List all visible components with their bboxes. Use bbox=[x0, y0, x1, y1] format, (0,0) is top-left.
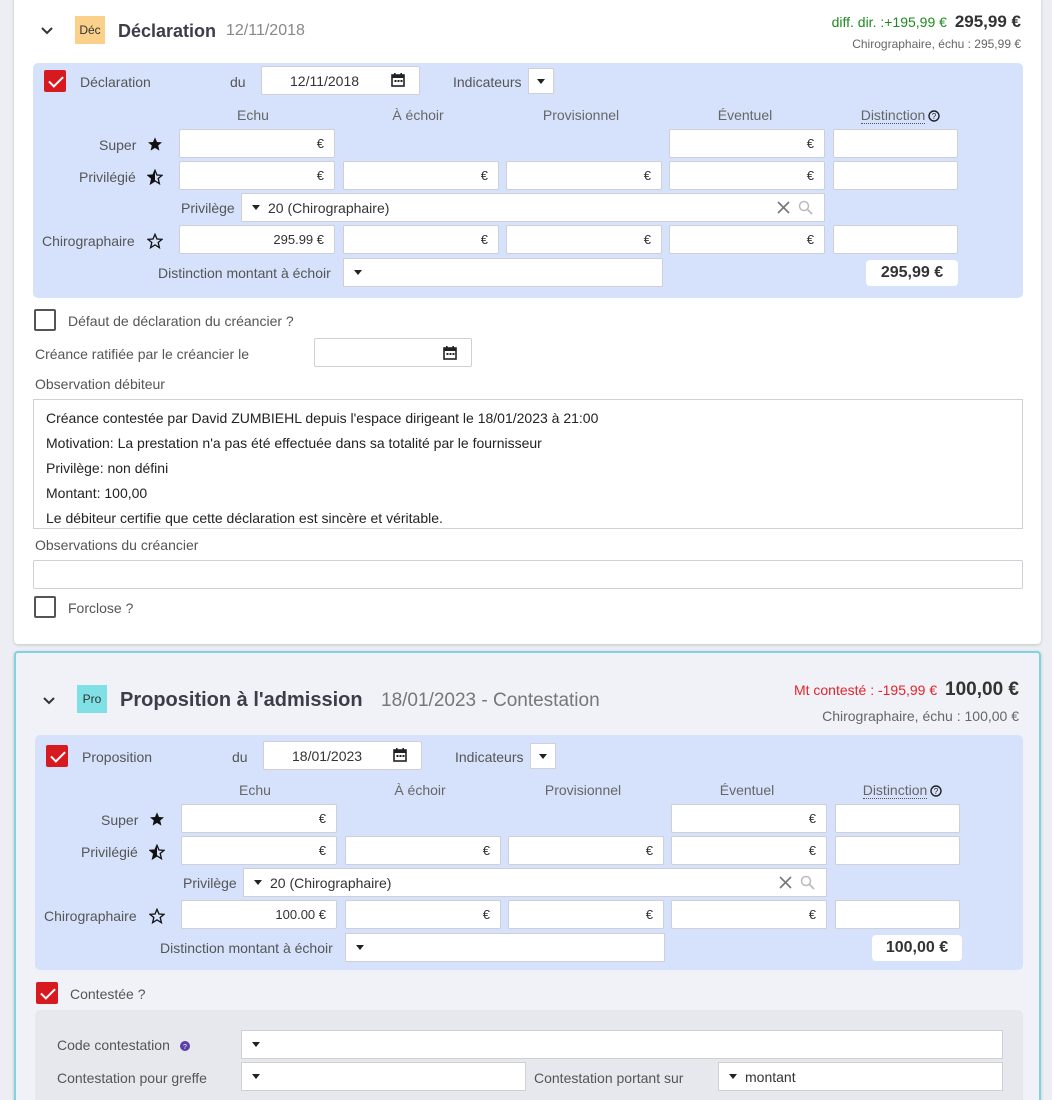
col-eventuel: Éventuel bbox=[719, 782, 775, 798]
privilegie-distinction-input[interactable] bbox=[833, 161, 958, 190]
du-label: du bbox=[232, 749, 248, 765]
indicateurs-label: Indicateurs bbox=[453, 74, 522, 90]
calendar-icon[interactable] bbox=[443, 346, 457, 360]
chirographaire-distinction-input[interactable] bbox=[835, 900, 960, 929]
star-filled-icon bbox=[147, 136, 163, 152]
obs-creancier-label: Observations du créancier bbox=[35, 537, 199, 553]
euro-sign: € bbox=[645, 843, 653, 858]
proposition-total: 100,00 € bbox=[872, 935, 962, 961]
distinction-header: Distinction bbox=[862, 782, 928, 798]
caret-down-icon bbox=[356, 945, 364, 950]
proposition-checkbox[interactable] bbox=[46, 745, 68, 767]
chirographaire-provisionnel-input[interactable] bbox=[508, 900, 664, 929]
col-eventuel: Éventuel bbox=[717, 107, 773, 123]
obs-line: Le débiteur certifie que cette déclaration est sincère et véritable. bbox=[46, 510, 443, 526]
chirographaire-a-echoir-input[interactable] bbox=[343, 225, 499, 254]
declaration-date: 12/11/2018 bbox=[226, 22, 305, 39]
chirographaire-distinction-input[interactable] bbox=[833, 225, 958, 254]
declaration-date-value: 12/11/2018 bbox=[290, 72, 360, 89]
row-super-label: Super bbox=[99, 137, 137, 153]
privilege-label: Privilège bbox=[183, 875, 237, 891]
chirographaire-echu-input[interactable] bbox=[179, 225, 335, 254]
du-label: du bbox=[230, 74, 246, 90]
caret-down-icon bbox=[252, 1074, 260, 1079]
clear-icon[interactable] bbox=[777, 201, 790, 214]
proposition-badge: Pro bbox=[77, 685, 107, 713]
contestee-label: Contestée ? bbox=[70, 986, 146, 1002]
proposition-amount: 100,00 € bbox=[945, 679, 1019, 700]
forclose-label: Forclose ? bbox=[68, 600, 134, 616]
euro-sign: € bbox=[808, 907, 816, 922]
star-filled-icon bbox=[149, 811, 165, 827]
contestation-portant-label: Contestation portant sur bbox=[534, 1070, 684, 1086]
star-half-icon bbox=[147, 169, 163, 185]
calendar-icon[interactable] bbox=[391, 73, 405, 87]
contestation-greffe-select[interactable] bbox=[241, 1062, 526, 1091]
privilegie-provisionnel-input[interactable] bbox=[506, 161, 662, 190]
distinction-montant-select[interactable] bbox=[345, 933, 665, 962]
obs-line: Motivation: La prestation n'a pas été effectuée dans sa totalité par le fournisseur bbox=[46, 435, 542, 451]
euro-sign: € bbox=[480, 168, 488, 183]
privilegie-a-echoir-input[interactable] bbox=[343, 161, 499, 190]
declaration-amount: 295,99 € bbox=[954, 12, 1021, 31]
privilege-label: Privilège bbox=[181, 200, 235, 216]
forclose-checkbox[interactable] bbox=[34, 596, 56, 618]
super-echu-input[interactable] bbox=[179, 129, 335, 158]
chiro-echu-value: 100.00 € bbox=[275, 907, 326, 922]
row-super-label: Super bbox=[101, 812, 139, 828]
search-icon[interactable] bbox=[798, 200, 813, 215]
distinction-header: Distinction bbox=[860, 107, 926, 123]
caret-down-icon bbox=[537, 79, 545, 84]
privilegie-distinction-input[interactable] bbox=[835, 836, 960, 865]
euro-sign: € bbox=[808, 811, 816, 826]
euro-sign: € bbox=[808, 843, 816, 858]
euro-sign: € bbox=[318, 843, 326, 858]
col-echu: Echu bbox=[237, 107, 269, 123]
chirographaire-provisionnel-input[interactable] bbox=[506, 225, 662, 254]
obs-line: Montant: 100,00 bbox=[46, 485, 148, 501]
chirographaire-eventuel-input[interactable] bbox=[671, 900, 827, 929]
help-icon[interactable] bbox=[928, 110, 940, 122]
col-distinction bbox=[850, 782, 940, 798]
contestation-portant-select[interactable] bbox=[718, 1062, 1003, 1091]
star-outline-icon bbox=[149, 908, 165, 924]
col-a-echoir: À échoir bbox=[392, 107, 444, 123]
defaut-checkbox[interactable] bbox=[34, 309, 56, 331]
caret-down-icon bbox=[254, 880, 262, 885]
chevron-down-icon[interactable] bbox=[43, 695, 55, 707]
euro-sign: € bbox=[806, 136, 814, 151]
chirographaire-a-echoir-input[interactable] bbox=[345, 900, 501, 929]
row-privilegie-label: Privilégié bbox=[79, 169, 136, 185]
col-provisionnel: Provisionnel bbox=[542, 107, 620, 123]
search-icon[interactable] bbox=[800, 875, 815, 890]
declaration-title: Déclaration bbox=[118, 21, 217, 41]
privilegie-eventuel-input[interactable] bbox=[669, 161, 825, 190]
euro-sign: € bbox=[316, 168, 324, 183]
privilege-value: 20 (Chirographaire) bbox=[268, 199, 390, 216]
defaut-label: Défaut de déclaration du créancier ? bbox=[68, 313, 294, 329]
caret-down-icon bbox=[252, 205, 260, 210]
code-contestation-label bbox=[57, 1037, 190, 1053]
col-a-echoir: À échoir bbox=[394, 782, 446, 798]
privilegie-eventuel-input[interactable] bbox=[671, 836, 827, 865]
proposition-amount-line bbox=[794, 679, 1019, 701]
indicateurs-dropdown[interactable] bbox=[530, 743, 556, 769]
contestation-panel bbox=[35, 1010, 1023, 1100]
distinction-montant-label: Distinction montant à échoir bbox=[158, 265, 331, 281]
obs-line: Privilège: non défini bbox=[46, 460, 169, 476]
indicateurs-label: Indicateurs bbox=[455, 749, 524, 765]
row-chirographaire-label: Chirographaire bbox=[42, 233, 135, 249]
declaration-total: 295,99 € bbox=[866, 260, 958, 286]
euro-sign: € bbox=[643, 232, 651, 247]
col-distinction bbox=[848, 107, 938, 123]
indicateurs-dropdown[interactable] bbox=[528, 68, 554, 94]
obs-line: Créance contestée par David ZUMBIEHL depuis l'espace dirigeant le 18/01/2023 à 21:00 bbox=[46, 410, 599, 426]
euro-sign: € bbox=[318, 811, 326, 826]
contestee-checkbox[interactable] bbox=[36, 982, 58, 1004]
obs-creancier-input[interactable] bbox=[33, 560, 1023, 589]
svg-text:?: ? bbox=[931, 112, 937, 121]
proposition-date-value: 18/01/2023 bbox=[292, 747, 363, 764]
privilegie-provisionnel-input[interactable] bbox=[508, 836, 664, 865]
declaration-panel bbox=[33, 63, 1023, 298]
chevron-down-icon[interactable] bbox=[41, 25, 53, 37]
caret-down-icon bbox=[252, 1042, 260, 1047]
proposition-date: 18/01/2023 - Contestation bbox=[381, 690, 600, 711]
euro-sign: € bbox=[806, 168, 814, 183]
contestation-greffe-label: Contestation pour greffe bbox=[57, 1070, 207, 1086]
svg-text:?: ? bbox=[182, 1044, 187, 1052]
super-echu-input[interactable] bbox=[181, 804, 337, 833]
privilege-select[interactable] bbox=[243, 868, 827, 897]
euro-sign: € bbox=[482, 843, 490, 858]
diff-label: diff. dir. :+195,99 € bbox=[831, 14, 947, 30]
declaration-checkbox[interactable] bbox=[44, 70, 66, 92]
declaration-summary: Chirographaire, échu : 295,99 € bbox=[852, 37, 1021, 51]
proposition-card bbox=[14, 651, 1041, 1100]
distinction-montant-label: Distinction montant à échoir bbox=[160, 940, 333, 956]
code-contestation-select[interactable] bbox=[241, 1030, 1003, 1059]
contestation-portant-value: montant bbox=[745, 1068, 796, 1085]
clear-icon[interactable] bbox=[779, 876, 792, 889]
proposition-title: Proposition à l'admission bbox=[120, 689, 363, 711]
declaration-badge: Déc bbox=[75, 16, 105, 44]
star-outline-icon bbox=[147, 233, 163, 249]
euro-sign: € bbox=[643, 168, 651, 183]
ratifiee-label: Créance ratifiée par le créancier le bbox=[35, 346, 249, 362]
declaration-amount-line bbox=[832, 12, 1021, 32]
col-provisionnel: Provisionnel bbox=[544, 782, 622, 798]
euro-sign: € bbox=[645, 907, 653, 922]
code-contestation-text: Code contestation bbox=[57, 1037, 170, 1053]
super-eventuel-input[interactable] bbox=[671, 804, 827, 833]
col-echu: Echu bbox=[239, 782, 271, 798]
svg-text:?: ? bbox=[933, 787, 939, 796]
super-eventuel-input[interactable] bbox=[669, 129, 825, 158]
contest-label: Mt contesté : -195,99 € bbox=[793, 682, 938, 698]
euro-sign: € bbox=[806, 232, 814, 247]
super-distinction-input[interactable] bbox=[835, 804, 960, 833]
obs-debiteur-textarea[interactable] bbox=[33, 399, 1023, 529]
privilege-select[interactable] bbox=[241, 193, 825, 222]
caret-down-icon bbox=[539, 754, 547, 759]
caret-down-icon bbox=[354, 270, 362, 275]
declaration-card bbox=[14, 0, 1041, 644]
caret-down-icon bbox=[729, 1074, 737, 1079]
row-chirographaire-label: Chirographaire bbox=[44, 908, 137, 924]
chirographaire-eventuel-input[interactable] bbox=[669, 225, 825, 254]
privilegie-a-echoir-input[interactable] bbox=[345, 836, 501, 865]
euro-sign: € bbox=[316, 136, 324, 151]
help-icon[interactable] bbox=[930, 785, 942, 797]
declaration-check-label: Déclaration bbox=[80, 74, 151, 90]
distinction-montant-select[interactable] bbox=[343, 258, 663, 287]
super-distinction-input[interactable] bbox=[833, 129, 958, 158]
proposition-summary: Chirographaire, échu : 100,00 € bbox=[822, 708, 1019, 724]
help-icon[interactable] bbox=[180, 1041, 190, 1051]
chiro-echu-value: 295.99 € bbox=[273, 232, 324, 247]
proposition-check-label: Proposition bbox=[82, 749, 153, 765]
euro-sign: € bbox=[480, 232, 488, 247]
calendar-icon[interactable] bbox=[393, 748, 407, 762]
privilegie-echu-input[interactable] bbox=[181, 836, 337, 865]
star-half-icon bbox=[149, 844, 165, 860]
row-privilegie-label: Privilégié bbox=[81, 844, 138, 860]
proposition-panel bbox=[35, 735, 1023, 970]
privilegie-echu-input[interactable] bbox=[179, 161, 335, 190]
chirographaire-echu-input[interactable] bbox=[181, 900, 337, 929]
obs-debiteur-label: Observation débiteur bbox=[35, 376, 165, 392]
euro-sign: € bbox=[482, 907, 490, 922]
privilege-value: 20 (Chirographaire) bbox=[270, 874, 392, 891]
